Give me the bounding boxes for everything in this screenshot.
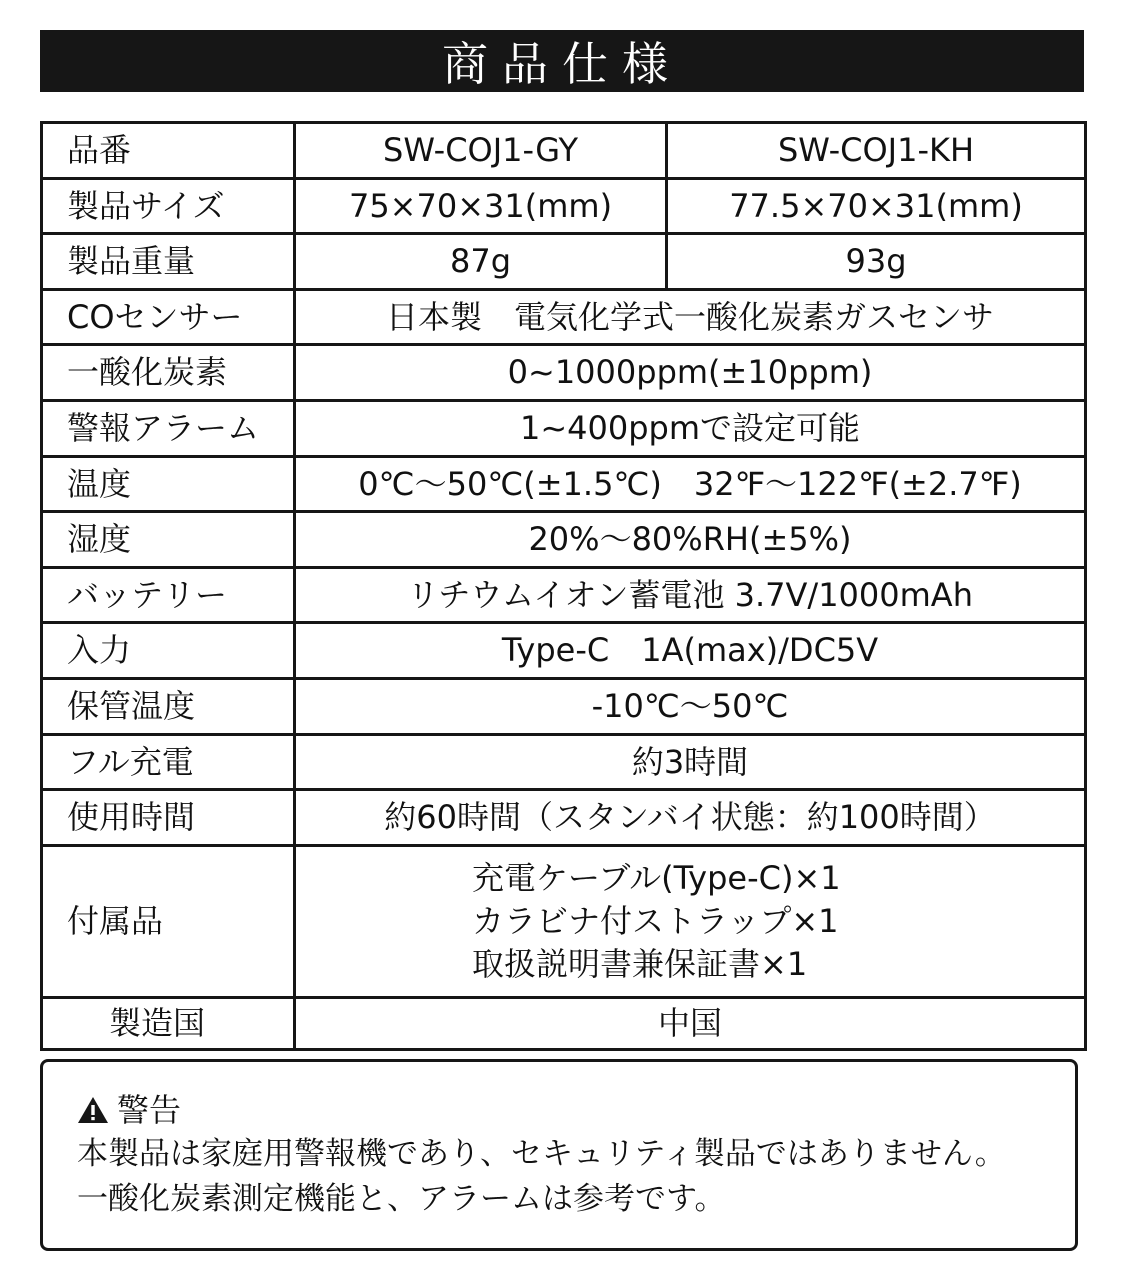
spec-value-alarm: 1~400ppmで設定可能 bbox=[295, 400, 1086, 456]
spec-value-sensor: 日本製 電気化学式一酸化炭素ガスセンサ bbox=[295, 289, 1086, 345]
spec-value-temperature: 0℃〜50℃(±1.5℃) 32℉〜122℉(±2.7℉) bbox=[295, 456, 1086, 512]
page-title: 商品仕様 bbox=[40, 30, 1084, 92]
spec-label-model: 品番 bbox=[42, 123, 295, 179]
spec-label-size: 製品サイズ bbox=[42, 178, 295, 234]
spec-row-battery bbox=[42, 567, 1086, 623]
spec-value-accessories bbox=[295, 845, 1086, 997]
spec-value-storage: -10℃〜50℃ bbox=[295, 678, 1086, 734]
spec-label-weight: 製品重量 bbox=[42, 234, 295, 290]
spec-value-weight-kh: 93g bbox=[667, 234, 1086, 290]
spec-row-temperature bbox=[42, 456, 1086, 512]
spec-row-model bbox=[42, 123, 1086, 179]
spec-value-size-kh: 77.5×70×31(mm) bbox=[667, 178, 1086, 234]
accessory-item: 充電ケーブル(Type-C)×1 bbox=[472, 858, 841, 897]
spec-value-input: Type-C 1A(max)/DC5V bbox=[295, 623, 1086, 679]
warning-heading bbox=[77, 1088, 1075, 1132]
spec-row-weight bbox=[42, 234, 1086, 290]
spec-label-input: 入力 bbox=[42, 623, 295, 679]
spec-value-co: 0~1000ppm(±10ppm) bbox=[295, 345, 1086, 401]
warning-line: 一酸化炭素測定機能と、アラームは参考です。 bbox=[77, 1181, 726, 1217]
spec-table bbox=[40, 121, 1087, 1051]
spec-row-input bbox=[42, 623, 1086, 679]
warning-triangle-icon bbox=[77, 1095, 109, 1125]
spec-row-size bbox=[42, 178, 1086, 234]
spec-label-storage: 保管温度 bbox=[42, 678, 295, 734]
spec-label-origin: 製造国 bbox=[42, 997, 295, 1049]
warning-box bbox=[40, 1059, 1078, 1251]
spec-value-model-gy: SW-COJ1-GY bbox=[295, 123, 667, 179]
spec-value-size-gy: 75×70×31(mm) bbox=[295, 178, 667, 234]
accessory-item: 取扱説明書兼保証書×1 bbox=[472, 944, 808, 983]
spec-row-co bbox=[42, 345, 1086, 401]
spec-value-battery: リチウムイオン蓄電池 3.7V/1000mAh bbox=[295, 567, 1086, 623]
spec-label-battery: バッテリー bbox=[42, 567, 295, 623]
spec-row-accessories bbox=[42, 845, 1086, 997]
spec-label-temperature: 温度 bbox=[42, 456, 295, 512]
spec-row-sensor bbox=[42, 289, 1086, 345]
spec-row-origin bbox=[42, 997, 1086, 1049]
spec-label-humidity: 湿度 bbox=[42, 512, 295, 568]
spec-value-origin: 中国 bbox=[295, 997, 1086, 1049]
spec-row-alarm bbox=[42, 400, 1086, 456]
spec-row-storage bbox=[42, 678, 1086, 734]
spec-row-usage bbox=[42, 790, 1086, 846]
spec-value-model-kh: SW-COJ1-KH bbox=[667, 123, 1086, 179]
spec-label-co: 一酸化炭素 bbox=[42, 345, 295, 401]
accessory-item: カラビナ付ストラップ×1 bbox=[472, 901, 839, 940]
warning-title: 警告 bbox=[117, 1091, 182, 1129]
warning-line: 本製品は家庭用警報機であり、セキュリティ製品ではありません。 bbox=[77, 1136, 1006, 1172]
spec-value-humidity: 20%〜80%RH(±5%) bbox=[295, 512, 1086, 568]
spec-label-charge: フル充電 bbox=[42, 734, 295, 790]
spec-value-weight-gy: 87g bbox=[295, 234, 667, 290]
spec-row-charge bbox=[42, 734, 1086, 790]
spec-value-usage: 約60時間（スタンバイ状態：約100時間） bbox=[295, 790, 1086, 846]
spec-value-charge: 約3時間 bbox=[295, 734, 1086, 790]
spec-label-usage: 使用時間 bbox=[42, 790, 295, 846]
spec-label-accessories: 付属品 bbox=[42, 845, 295, 997]
spec-label-sensor: COセンサー bbox=[42, 289, 295, 345]
spec-label-alarm: 警報アラーム bbox=[42, 400, 295, 456]
spec-row-humidity bbox=[42, 512, 1086, 568]
